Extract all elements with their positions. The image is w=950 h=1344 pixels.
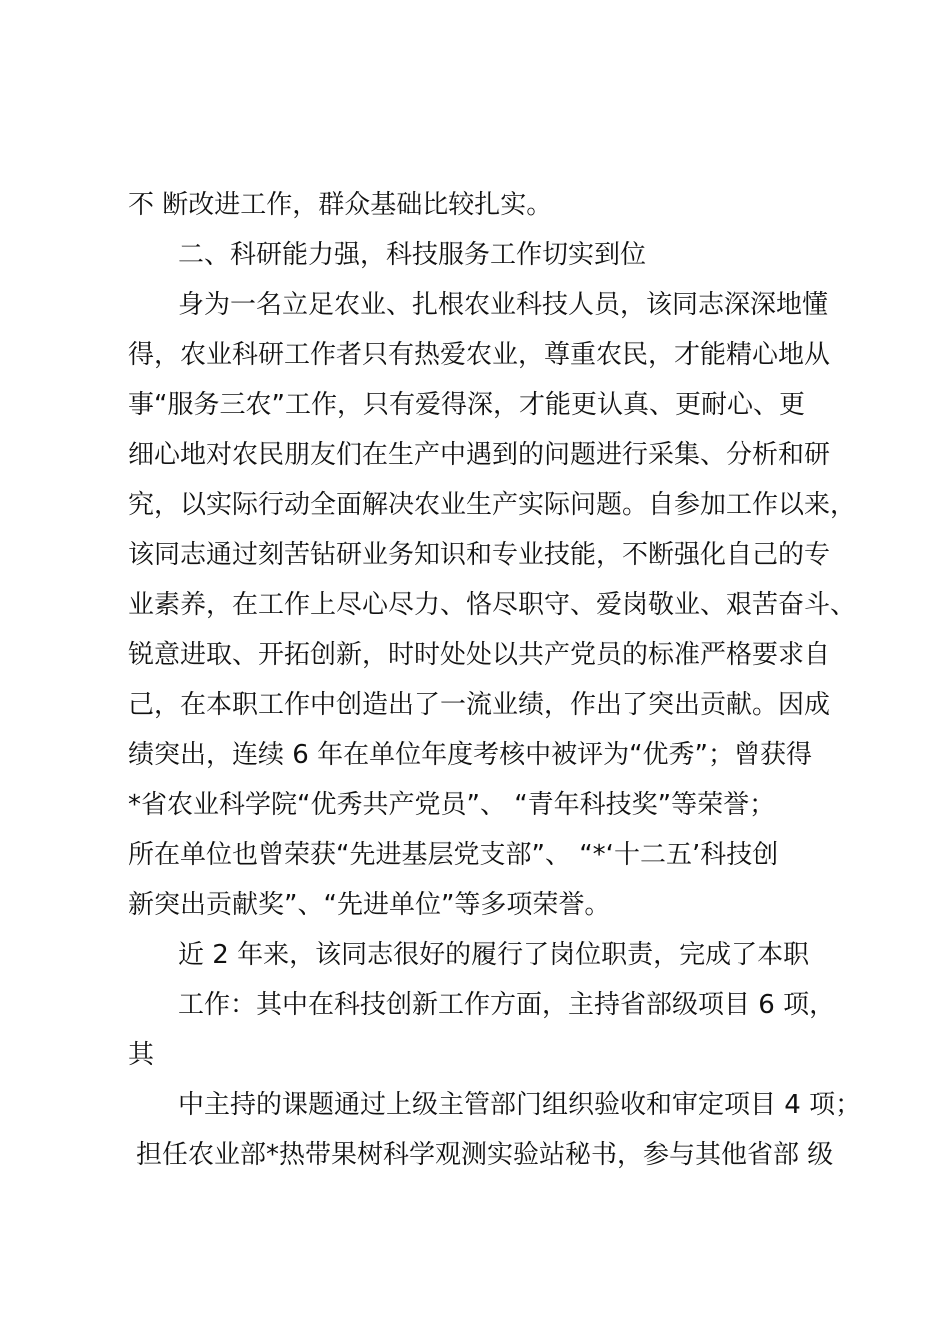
- text-line-6: 细心地对农民朋友们在生产中遇到的问题进行采集、分析和研: [128, 440, 831, 470]
- text-line-17: 工作：其中在科技创新工作方面，主持省部级项目 6 项，: [178, 990, 836, 1020]
- text-line-8: 该同志通过刻苦钻研业务知识和专业技能，不断强化自己的专: [128, 540, 831, 570]
- text-line-11: 己，在本职工作中创造出了一流业绩，作出了突出贡献。因成: [128, 690, 831, 720]
- text-line-20: 担任农业部*热带果树科学观测实验站秘书，参与其他省部 级: [136, 1140, 834, 1170]
- text-line-12: 绩突出，连续 6 年在单位年度考核中被评为“优秀”；曾获得: [128, 740, 813, 770]
- text-line-19: 中主持的课题通过上级主管部门组织验收和审定项目 4 项；: [178, 1090, 862, 1120]
- text-line-7: 究，以实际行动全面解决农业生产实际问题。自参加工作以来，: [128, 490, 857, 520]
- text-line-9: 业素养，在工作上尽心尽力、恪尽职守、爱岗敬业、艰苦奋斗、: [128, 590, 857, 620]
- text-line-18: 其: [128, 1040, 155, 1070]
- text-line-1: 不 断改进工作，群众基础比较扎实。: [128, 190, 553, 220]
- text-line-13: *省农业科学院“优秀共产党员”、 “青年科技奖”等荣誉；: [128, 790, 776, 820]
- text-line-3: 身为一名立足农业、扎根农业科技人员，该同志深深地懂: [178, 290, 829, 320]
- text-line-14: 所在单位也曾荣获“先进基层党支部”、 “*‘十二五’科技创: [128, 840, 779, 870]
- section-heading: 二、科研能力强，科技服务工作切实到位: [178, 240, 647, 270]
- text-line-10: 锐意进取、开拓创新，时时处处以共产党员的标准严格要求自: [128, 640, 831, 670]
- text-line-15: 新突出贡献奖”、“先进单位”等多项荣誉。: [128, 890, 611, 920]
- text-line-5: 事“服务三农”工作，只有爱得深，才能更认真、更耐心、更: [128, 390, 805, 420]
- text-line-16: 近 2 年来，该同志很好的履行了岗位职责，完成了本职: [178, 940, 810, 970]
- text-line-4: 得，农业科研工作者只有热爱农业，尊重农民，才能精心地从: [128, 340, 831, 370]
